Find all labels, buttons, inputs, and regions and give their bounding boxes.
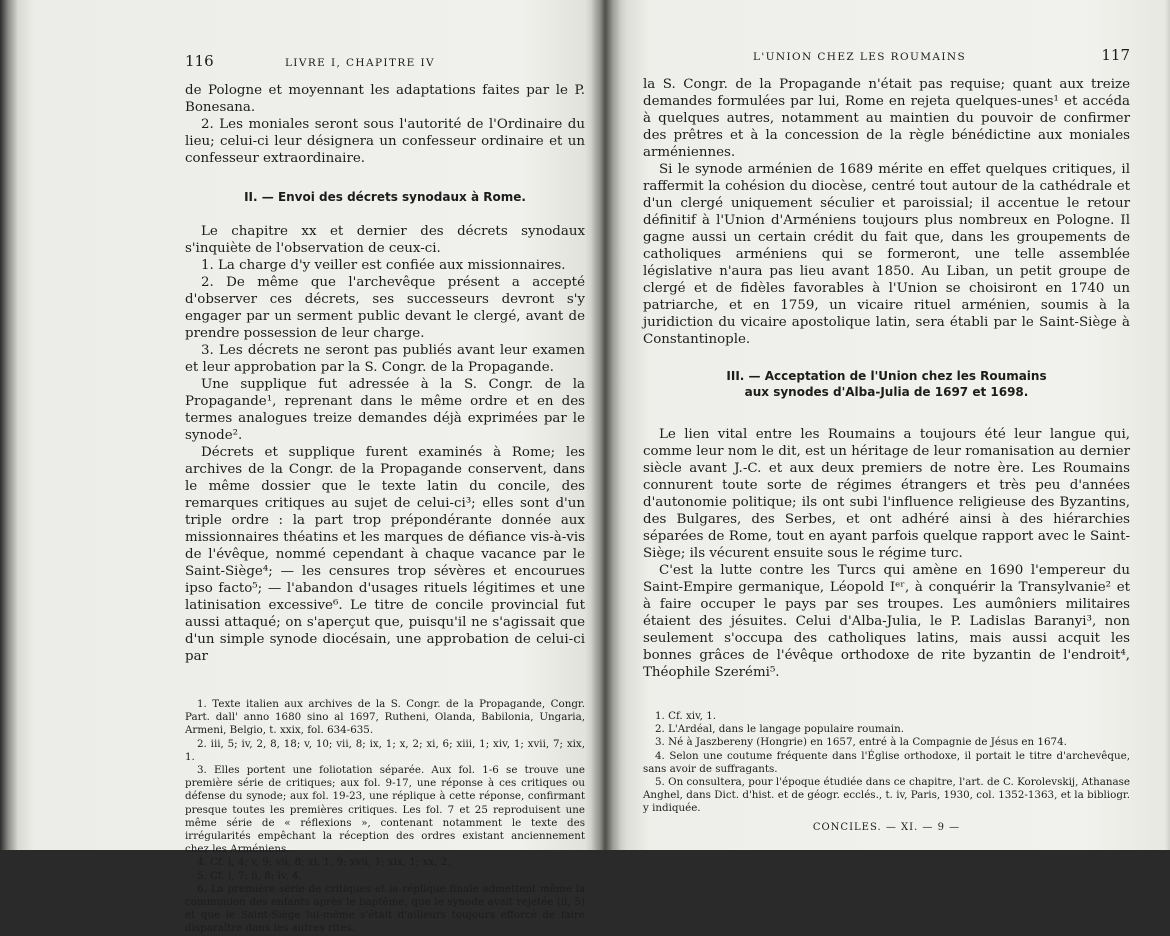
right-page-number: 117 — [1101, 46, 1130, 64]
footnote: 1. Cf. xiv, 1. — [655, 710, 717, 722]
left-footnote-separator — [185, 691, 295, 692]
right-running-title: L'UNION CHEZ LES ROUMAINS — [753, 51, 967, 63]
left-paragraph: Le chapitre xx et dernier des décrets synodaux s'inquiète de l'observation de ceux-ci. — [185, 224, 585, 256]
right-running-head — [643, 46, 1130, 64]
footnote: 4. Selon une coutume fréquente dans l'Église orthodoxe, il portait le titre d'archevêque, sans avoir de suffragants. — [643, 749, 1130, 775]
left-footnotes — [185, 698, 585, 936]
section-heading-iii-line1: III. — Acceptation de l'Union chez les Roumains — [726, 369, 1047, 383]
left-paragraph: 3. Les décrets ne seront pas publiés avant leur examen et leur approbation par la S. Congr. de la Propagande. — [185, 343, 585, 375]
right-top-paragraphs — [643, 76, 1130, 348]
left-paragraph: 2. De même que l'archevêque présent a accepté d'observer ces décrets, ses successeurs devront s'y engager par un serment public devant le clergé, avant de prendre possession de leur charge. — [185, 275, 585, 341]
left-gutter-shadow — [591, 0, 605, 850]
right-main-paragraphs — [643, 426, 1130, 681]
right-paragraph: C'est la lutte contre les Turcs qui amène en 1690 l'empereur du Saint-Empire germanique, Léopold Iᵉʳ, à conquérir la Transylvanie² et à faire occuper le pays par ses troupes. Les aumôniers militaires étaient des jésuites. Celui d'Alba-Julia, le P. Ladislas Baranyi³, non seulement s'occupa des catholiques latins, mais aussi acquit les bonnes grâces de l'évêque orthodoxe de rite byzantin de l'endroit⁴, Théophile Szerémi⁵. — [643, 563, 1130, 680]
footnote: 1. Texte italien aux archives de la S. Congr. de la Propagande, Congr. Part. dall' anno 1680 sino al 1697, Rutheni, Olanda, Babilonia, Ungaria, Armeni, Belgio, t. xxix, fol. 634-635. — [185, 698, 585, 737]
left-paragraph: de Pologne et moyennant les adaptations faites par le P. Bonesana. — [185, 83, 585, 115]
left-paragraph: 2. Les moniales seront sous l'autorité de l'Ordinaire du lieu; celui-ci leur désignera un confesseur ordinaire et un confesseur extraordinaire. — [185, 117, 585, 166]
section-heading-iii-line2: aux synodes d'Alba-Julia de 1697 et 1698. — [744, 385, 1029, 399]
left-main-paragraphs — [185, 223, 585, 665]
right-gutter-shadow — [605, 0, 621, 850]
left-running-head — [185, 52, 585, 70]
left-paragraph: Une supplique fut adressée à la S. Congr. de la Propagande¹, reprenant dans le même ordre et en des termes analogues treize demandes déjà exprimées par le synode². — [185, 377, 585, 443]
footnote: 4. Cf. i, 4; v, 9; vii, 8; xi, 1, 9; xvii, 1; xix, 1; xx, 2. — [197, 856, 451, 869]
right-page — [605, 0, 1170, 850]
right-footnotes — [643, 710, 1130, 816]
left-top-paragraphs — [185, 82, 585, 167]
footnote: 2. iii, 5; iv, 2, 8, 18; v, 10; vii, 8; ix, 1; x, 2; xi, 6; xiii, 1; xiv, 1; xvii, 7; xix, 1. — [185, 737, 585, 763]
footnote: 3. Elles portent une foliotation séparée. Aux fol. 1-6 se trouve une première série de critiques; aux fol. 9-17, une réponse à ces critiques ou défense du synode; aux fol. 19-23, une réplique à cette réponse, confirmant presque toutes les premières critiques. Les fol. 7 et 25 reproduisent une même série de « réflexions », contenant notamment le texte des irrégularités empêchant la réception des ordres existant anciennement chez les Arméniens. — [185, 764, 585, 856]
left-paragraph: Décrets et supplique furent examinés à Rome; les archives de la Congr. de la Propagande conservent, dans le même dossier que le texte latin du concile, des remarques critiques au sujet de celui-ci³; elles sont d'un triple ordre : la part trop prépondérante donnée aux missionnaires théatins et les marques de défiance vis-à-vis de l'évêque, nommé cependant à chaque vacance par le Saint-Siège⁴; — les censures trop sévères et encourues ipso facto⁵; — l'abandon d'usages rituels légitimes et une latinisation excessive⁶. Le titre de concile provincial fut aussi attaqué; on s'aperçut que, puisqu'il ne s'agissait que d'un simple synode diocésain, une approbation de celui-ci par — [185, 445, 585, 664]
footnote: 6. La première série de critiques et la réplique finale admettent même la communion des enfants après le baptême, que le synode avait rejetée (ii, 5) et que le Saint-Siège lui-même s'était d'ailleurs toujours efforcé de faire disparaître dans les autres rites. — [185, 882, 585, 935]
left-paragraph: 1. La charge d'y veiller est confiée aux missionnaires. — [201, 258, 566, 273]
right-footnote-separator — [643, 703, 753, 704]
footnote: 3. Né à Jaszbereny (Hongrie) en 1657, entré à la Compagnie de Jésus en 1674. — [655, 736, 1067, 749]
left-running-title: LIVRE I, CHAPITRE IV — [284, 57, 435, 69]
right-paragraph: Le lien vital entre les Roumains a toujours été leur langue qui, comme leur nom le dit, est un héritage de leur romanisation au dernier siècle avant J.-C. et aux deux premiers de notre ère. Les Roumains connurent toute sorte de régimes étrangers et très peu d'années d'autonomie politique; ils ont subi l'influence religieuse des Byzantins, des Bulgares, des Serbes, et ont adhéré ainsi à des hiérarchies séparées de Rome, tout en ayant parfois quelque rapport avec le Saint-Siège; ils vécurent ensuite sous le régime turc. — [643, 427, 1130, 561]
right-paragraph: la S. Congr. de la Propagande n'était pas requise; quant aux treize demandes formulées par lui, Rome en rejeta quelques-unes¹ et accéda à quelques autres, notamment au maintien du pouvoir de confirmer des prêtres et à la concession de la règle bénédictine aux moniales arméniennes. — [643, 77, 1130, 160]
printer-signature: CONCILES. — XI. — 9 — — [812, 821, 961, 833]
section-heading-ii: II. — Envoi des décrets synodaux à Rome. — [244, 190, 526, 204]
footnote: 2. L'Ardéal, dans le langage populaire roumain. — [655, 723, 905, 736]
left-page-number: 116 — [185, 52, 214, 70]
footnote: 5. On consultera, pour l'époque étudiée dans ce chapitre, l'art. de C. Korolevskij, Athanase Anghel, dans Dict. d'hist. et de géogr. ecclés., t. iv, Paris, 1930, col. 1352-1363, et la bibliogr. y indiquée. — [643, 776, 1130, 815]
footnote: 5. Cf. i, 7; ii, 8; iv, 4. — [197, 869, 302, 882]
right-paragraph: Si le synode arménien de 1689 mérite en effet quelques critiques, il raffermit la cohésion du diocèse, centré tout autour de la cathédrale et d'un clergé uniquement séculier et paroissial; il accentue le retour définitif à l'Union d'Arméniens toujours plus nombreux en Pologne. Il gagne aussi un certain crédit du fait que, dans les groupements de catholiques arméniens qui se formeront, une telle assemblée législative n'aura pas lieu avant 1850. Au Liban, un petit groupe de clergé et de fidèles favorables à l'Union se choisiront en 1740 un patriarche, et en 1759, un vicaire rituel arménien, soumis à la juridiction du vicaire apostolique latin, sera établi par le Saint-Siège à Constantinople. — [643, 162, 1130, 347]
section-heading-iii — [643, 368, 1130, 400]
